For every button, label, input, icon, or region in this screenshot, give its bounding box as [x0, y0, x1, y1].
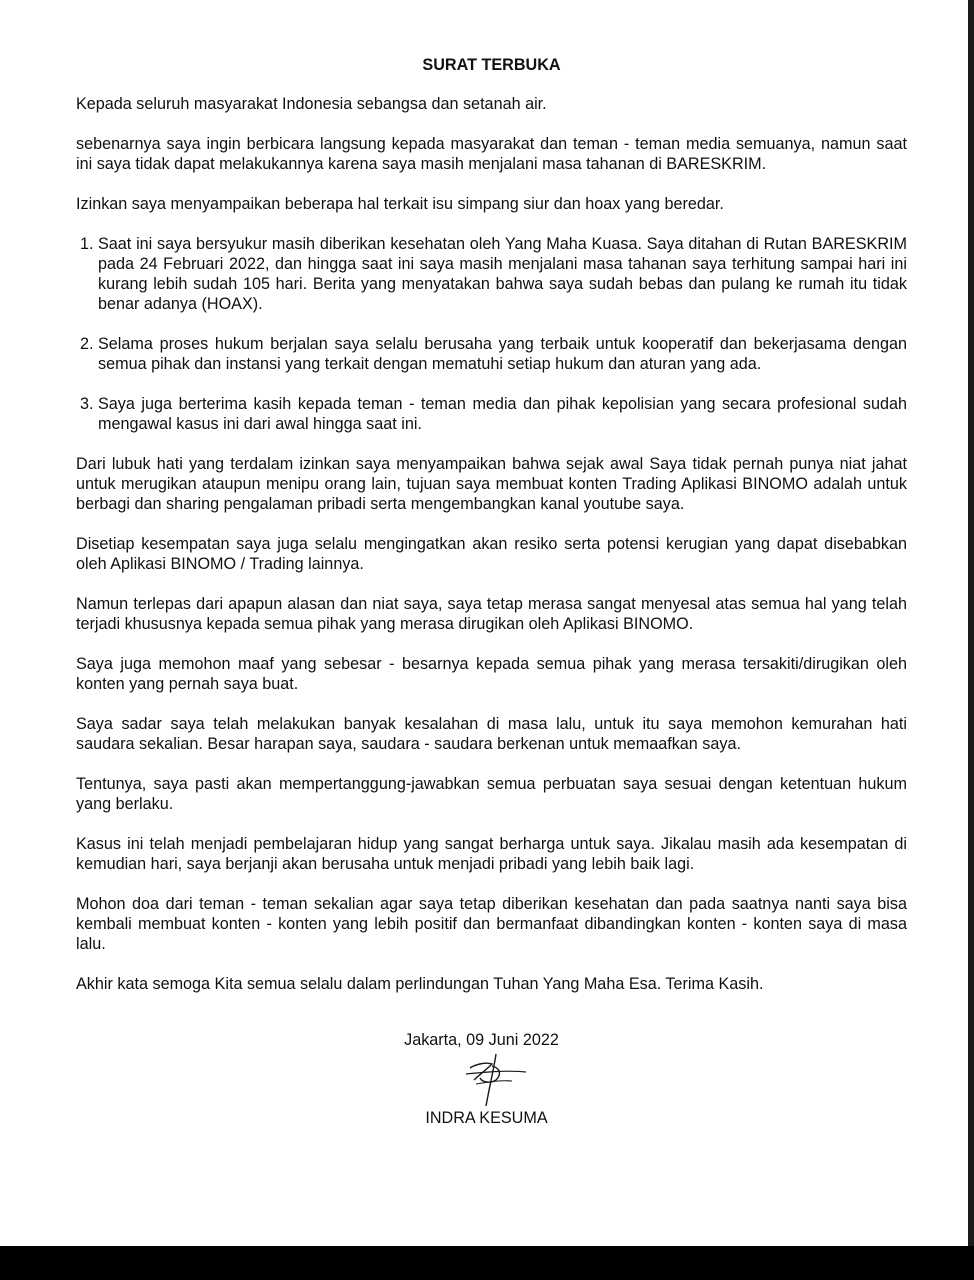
numbered-points	[76, 234, 907, 434]
point-2: 2. Selama proses hukum berjalan saya selalu berusaha yang terbaik untuk kooperatif dan bekerjasama dengan semua pihak dan instansi yang terkait dengan mematuhi setiap hukum dan aturan yang ada.	[98, 334, 907, 374]
permission-paragraph: Izinkan saya menyampaikan beberapa hal terkait isu simpang siur dan hoax yang beredar.	[76, 195, 724, 213]
handwritten-signature	[456, 1050, 536, 1108]
place-date: Jakarta, 09 Juni 2022	[404, 1031, 559, 1049]
paragraph-regret: Namun terlepas dari apapun alasan dan niat saya, saya tetap merasa sangat menyesal atas semua hal yang telah terjadi khususnya kepada semua pihak yang merasa dirugikan oleh Aplikasi BINOMO.	[76, 595, 907, 633]
paragraph-closing: Akhir kata semoga Kita semua selalu dalam perlindungan Tuhan Yang Maha Esa. Terima Kasih.	[76, 975, 764, 993]
signature-block	[76, 1030, 907, 1128]
paragraph-prayer: Mohon doa dari teman - teman sekalian agar saya tetap diberikan kesehatan dan pada saatnya nanti saya bisa kembali membuat konten - konten yang lebih positif dan bermanfaat dibandingkan konten - konten saya di masa lalu.	[76, 895, 907, 953]
paragraph-responsibility: Tentunya, saya pasti akan mempertanggung-jawabkan semua perbuatan saya sesuai dengan ketentuan hukum yang berlaku.	[76, 775, 907, 813]
scan-edge	[968, 0, 974, 1246]
point-1: 1. Saat ini saya bersyukur masih diberikan kesehatan oleh Yang Maha Kuasa. Saya ditahan di Rutan BARESKRIM pada 24 Februari 2022, dan hingga saat ini saya masih menjalani masa tahanan saya terhitung sampai hari ini kurang lebih sudah 105 hari. Berita yang menyatakan bahwa saya sudah bebas dan pulang ke rumah itu tidak benar adanya (HOAX).	[98, 234, 907, 314]
letter-title: SURAT TERBUKA	[422, 56, 561, 74]
letter-body	[76, 55, 907, 1127]
paragraph-apology: Saya juga memohon maaf yang sebesar - besarnya kepada semua pihak yang merasa tersakiti/dirugikan oleh konten yang pernah saya buat.	[76, 655, 907, 693]
paragraph-warning: Disetiap kesempatan saya juga selalu mengingatkan akan resiko serta potensi kerugian yang dapat disebabkan oleh Aplikasi BINOMO / Trading lainnya.	[76, 535, 907, 573]
point-3: 3. Saya juga berterima kasih kepada teman - teman media dan pihak kepolisian yang secara profesional sudah mengawal kasus ini dari awal hingga saat ini.	[98, 394, 907, 434]
salutation: Kepada seluruh masyarakat Indonesia sebangsa dan setanah air.	[76, 95, 547, 113]
screen-bottom-bar	[0, 1246, 974, 1280]
paragraph-intent: Dari lubuk hati yang terdalam izinkan saya menyampaikan bahwa sejak awal Saya tidak pernah punya niat jahat untuk merugikan ataupun menipu orang lain, tujuan saya membuat konten Trading Aplikasi BINOMO adalah untuk berbagi dan sharing pengalaman pribadi serta mengembangkan kanal youtube saya.	[76, 455, 907, 513]
paragraph-lesson: Kasus ini telah menjadi pembelajaran hidup yang sangat berharga untuk saya. Jikalau masih ada kesempatan di kemudian hari, saya berjanji akan berusaha untuk menjadi pribadi yang lebih baik lagi.	[76, 835, 907, 873]
intro-paragraph: sebenarnya saya ingin berbicara langsung kepada masyarakat dan teman - teman media semuanya, namun saat ini saya tidak dapat melakukannya karena saya masih menjalani masa tahanan di BARESKRIM.	[76, 135, 907, 173]
paragraph-forgiveness: Saya sadar saya telah melakukan banyak kesalahan di masa lalu, untuk itu saya memohon kemurahan hati saudara sekalian. Besar harapan saya, saudara - saudara berkenan untuk memaafkan saya.	[76, 715, 907, 753]
signatory-name: INDRA KESUMA	[425, 1109, 548, 1127]
